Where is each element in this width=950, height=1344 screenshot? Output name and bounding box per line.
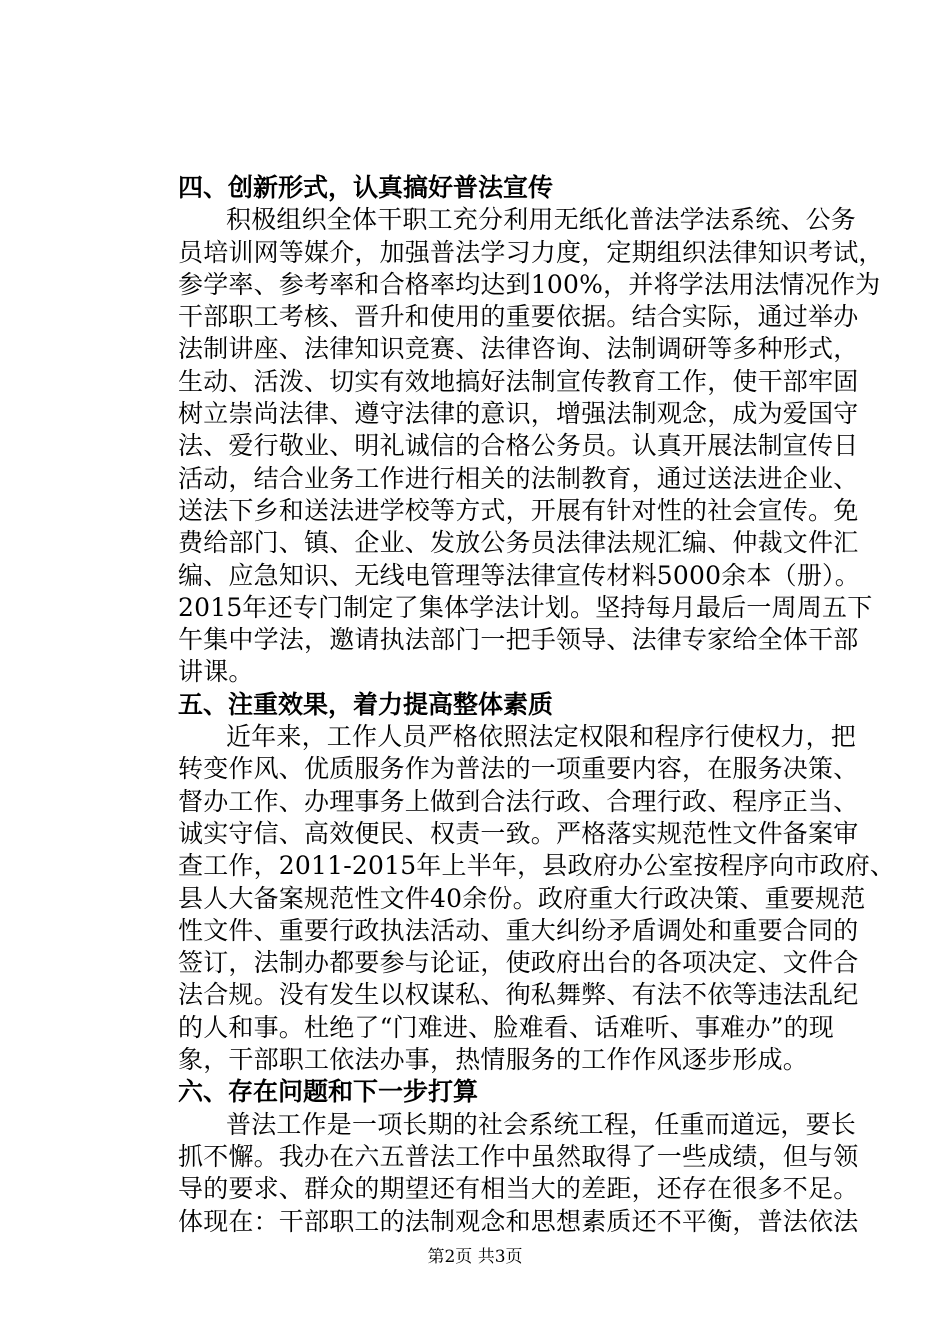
text-line: 转变作风、优质服务作为普法的一项重要内容，在服务决策、 — [178, 754, 859, 784]
text-line: 午集中学法，邀请执法部门一把手领导、法律专家给全体干部 — [178, 625, 859, 655]
section-heading: 四、创新形式，认真搞好普法宣传 — [178, 173, 554, 202]
text-line: 诚实守信、高效便民、权责一致。严格落实规范性文件备案审 — [178, 818, 859, 848]
text-line: 树立崇尚法律、遵守法律的意识，增强法制观念，成为爱国守 — [178, 399, 859, 429]
document-body — [130, 172, 896, 1238]
section-6 — [130, 1076, 859, 1237]
text-line: 参学率、参考率和合格率均达到100%，并将学法用法情况作为 — [178, 269, 881, 299]
text-line: 干部职工考核、晋升和使用的重要依据。结合实际，通过举办 — [178, 302, 859, 332]
text-line: 近年来，工作人员严格依照法定权限和程序行使权力，把 — [226, 722, 857, 752]
text-line: 生动、活泼、切实有效地搞好法制宣传教育工作，使干部牢固 — [178, 366, 859, 396]
text-line: 活动，结合业务工作进行相关的法制教育，通过送法进企业、 — [178, 463, 859, 493]
text-line: 体现在：干部职工的法制观念和思想素质还不平衡，普法依法 — [178, 1206, 859, 1236]
text-line: 法合规。没有发生以权谋私、徇私舞弊、有法不依等违法乱纪 — [178, 980, 859, 1010]
text-line: 的人和事。杜绝了“门难进、脸难看、话难听、事难办”的现 — [178, 1012, 834, 1042]
text-line: 法、爱行敬业、明礼诚信的合格公务员。认真开展法制宣传日 — [178, 431, 859, 461]
text-line: 讲课。 — [178, 657, 254, 687]
text-line: 法制讲座、法律知识竞赛、法律咨询、法制调研等多种形式， — [178, 334, 859, 364]
text-line: 县人大备案规范性文件40余份。政府重大行政决策、重要规范 — [178, 883, 866, 913]
text-line: 员培训网等媒介，加强普法学习力度，定期组织法律知识考试， — [178, 237, 884, 267]
text-line: 签订，法制办都要参与论证，使政府出台的各项决定、文件合 — [178, 948, 859, 978]
text-line: 象，干部职工依法办事，热情服务的工作作风逐步形成。 — [178, 1045, 809, 1075]
text-line: 普法工作是一项长期的社会系统工程，任重而道远，要长 — [226, 1109, 857, 1139]
section-paragraph — [130, 721, 896, 1076]
text-line: 费给部门、镇、企业、发放公务员法律法规汇编、仲裁文件汇 — [178, 528, 859, 558]
section-paragraph — [130, 204, 884, 688]
text-line: 抓不懈。我办在六五普法工作中虽然取得了一些成绩，但与领 — [178, 1141, 859, 1171]
text-line: 积极组织全体干职工充分利用无纸化普法学法系统、公务 — [226, 205, 857, 235]
text-line: 送法下乡和送法进学校等方式，开展有针对性的社会宣传。免 — [178, 495, 859, 525]
text-line: 性文件、重要行政执法活动、重大纠纷矛盾调处和重要合同的 — [178, 915, 859, 945]
text-line: 查工作，2011-2015年上半年，县政府办公室按程序向市政府、 — [178, 851, 896, 881]
text-line: 督办工作、办理事务上做到合法行政、合理行政、程序正当、 — [178, 786, 859, 816]
text-line: 2015年还专门制定了集体学法计划。坚持每月最后一周周五下 — [178, 592, 873, 622]
section-heading: 五、注重效果，着力提高整体素质 — [178, 689, 554, 719]
section-4 — [130, 172, 884, 689]
section-paragraph — [130, 1109, 859, 1238]
text-line: 导的要求、群众的期望还有相当大的差距，还存在很多不足。 — [178, 1174, 859, 1204]
text-line: 编、应急知识、无线电管理等法律宣传材料5000余本（册）。 — [178, 560, 860, 590]
section-5 — [130, 689, 896, 1077]
section-heading: 六、存在问题和下一步打算 — [178, 1077, 479, 1107]
page-number-footer: 第2页 共3页 — [427, 1247, 523, 1267]
